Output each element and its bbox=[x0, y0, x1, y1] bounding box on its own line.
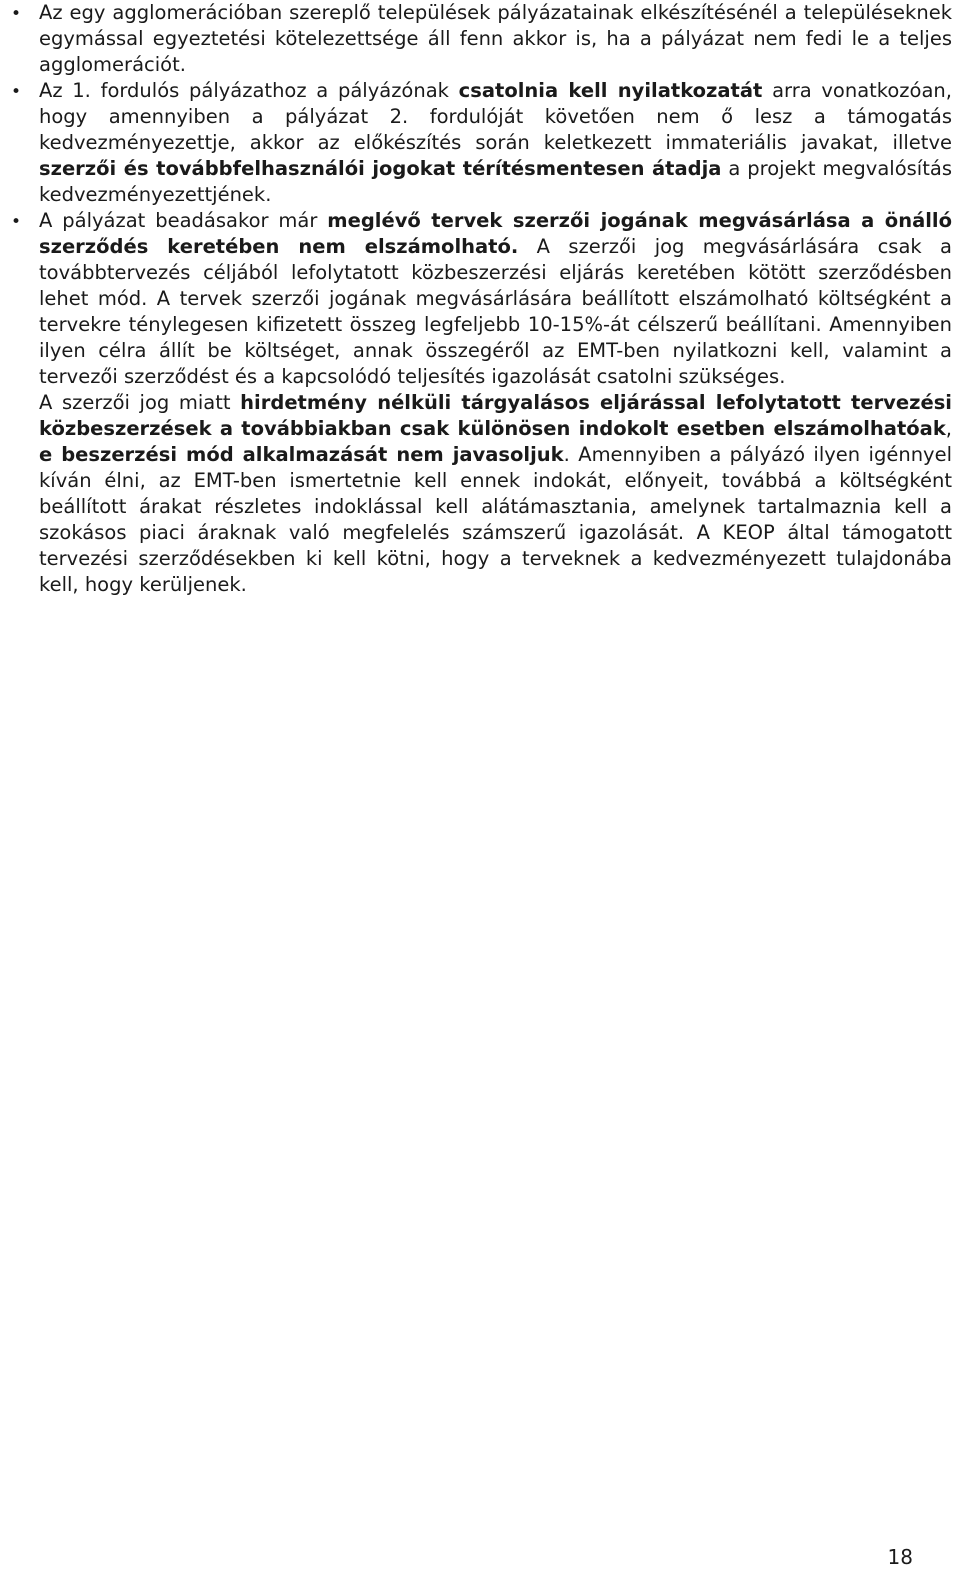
paragraph-2-bold-1: csatolnia kell nyilatkozatát bbox=[458, 79, 763, 102]
bullet-icon bbox=[9, 0, 23, 27]
paragraph-2-text-2: arra vonatkozóan, hogy amennyiben a pályázat 2. fordulóját követően nem ő lesz a támogatás kedvezményezettje, akkor az előkészítés során keletkezett immateriális javakat, illetve bbox=[39, 79, 952, 154]
paragraph-1-text: Az egy agglomerációban szereplő települések pályázatainak elkészítésénél a településeknek egymással egyeztetési kötelezettsége áll fenn akkor is, ha a pályázat nem fedi le a teljes agglomerációt. bbox=[39, 1, 952, 76]
bullet-paragraph-2 bbox=[39, 78, 952, 208]
bullet-paragraph-3 bbox=[39, 208, 952, 390]
paragraph-2-text-1: Az 1. fordulós pályázathoz a pályázónak bbox=[39, 79, 459, 102]
paragraph-3-text-1: A pályázat beadásakor már bbox=[39, 209, 328, 232]
paragraph-4-text-2: , bbox=[945, 417, 952, 440]
paragraph-4-text-3: . Amennyiben a pályázó ilyen igénnyel kíván élni, az EMT-ben ismertetnie kell ennek indokát, előnyeit, továbbá a költségként beállított árakat részletes indoklással kell alátámasztania, amelynek tartalmaznia kell a szokásos piaci áraknak való megfelelés számszerű igazolását. A KEOP által támogatott tervezési szerződésekben ki kell kötni, hogy a terveknek a kedvezményezett tulajdonába kell, hogy kerüljenek. bbox=[39, 443, 953, 596]
document-body bbox=[0, 0, 960, 598]
paragraph-3-text-2: A szerzői jog megvásárlására csak a továbbtervezés céljából lefolytatott közbeszerzési eljárás keretében kötött szerződésben lehet mód. A tervek szerzői jogának megvásárlására beállított elszámolható költségként a tervekre ténylegesen kifizetett összeg legfeljebb 10-15%-át célszerű beállítani. Amennyiben ilyen célra állít be költséget, annak összegéről az EMT-ben nyilatkozni kell, valamint a tervezői szerződést és a kapcsolódó teljesítés igazolását csatolni szükséges. bbox=[39, 235, 952, 388]
paragraph-4-bold-2: e beszerzési mód alkalmazását nem javasoljuk bbox=[39, 443, 564, 466]
paragraph-3-bold-1: meglévő tervek szerzői jogának megvásárlása a önálló szerződés keretében nem elszámolható. bbox=[39, 209, 953, 258]
paragraph-2-text-3: a projekt megvalósítás kedvezményezettjének. bbox=[39, 157, 952, 206]
paragraph-4-bold-1: hirdetmény nélküli tárgyalásos eljárással lefolytatott tervezési közbeszerzések a továbbiakban csak különösen indokolt esetben elszámolhatóak bbox=[39, 391, 952, 440]
bullet-icon bbox=[9, 208, 23, 235]
bullet-icon bbox=[9, 78, 23, 105]
bullet-paragraph-1 bbox=[39, 0, 952, 78]
paragraph-4 bbox=[39, 390, 952, 598]
page-number: 18 bbox=[887, 1545, 913, 1569]
paragraph-4-text-1: A szerzői jog miatt bbox=[39, 391, 241, 414]
paragraph-2-bold-2: szerzői és továbbfelhasználói jogokat térítésmentesen átadja bbox=[39, 157, 722, 180]
